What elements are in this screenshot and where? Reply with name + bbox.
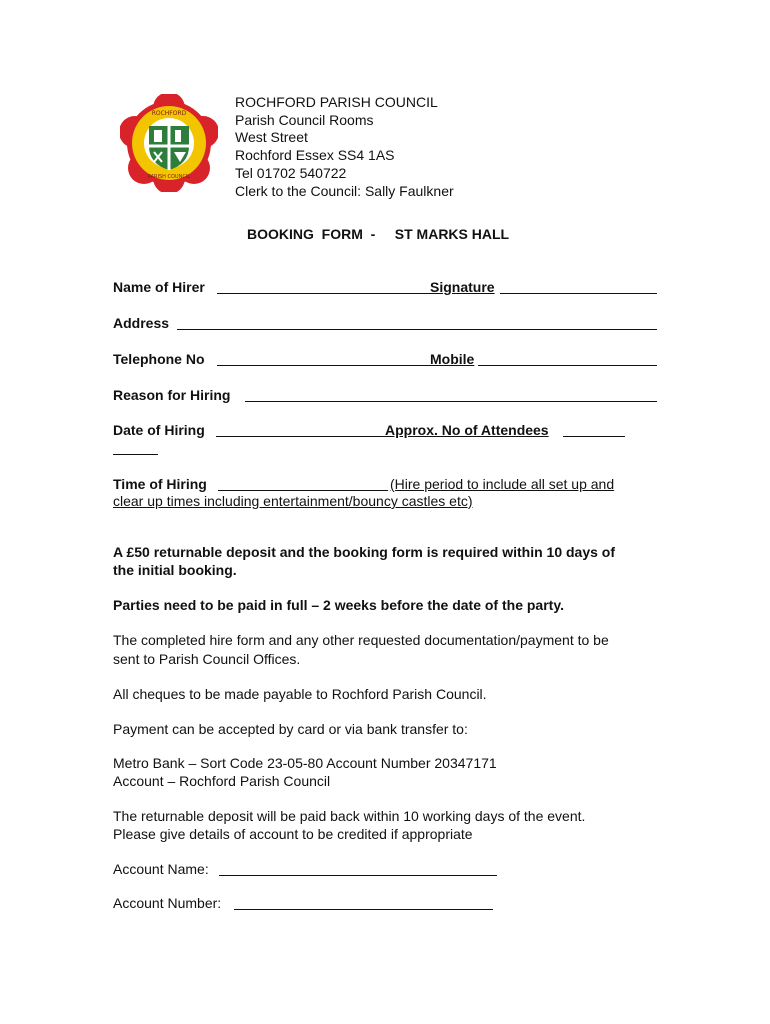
- name-of-hirer-label: Name of Hirer: [113, 279, 205, 295]
- account-name-field[interactable]: [219, 862, 497, 876]
- cheques-note: All cheques to be made payable to Rochford Parish Council.: [113, 686, 487, 702]
- return-note-line-1: The returnable deposit will be paid back within 10 working days of the event.: [113, 808, 586, 824]
- telephone: Tel 01702 540722: [235, 164, 347, 181]
- clerk: Clerk to the Council: Sally Faulkner: [235, 182, 454, 199]
- bank-details-line-1: Metro Bank – Sort Code 23-05-80 Account Number 20347171: [113, 755, 497, 771]
- completed-form-line-2: sent to Parish Council Offices.: [113, 651, 301, 667]
- attendees-field[interactable]: [563, 423, 625, 437]
- bank-details-line-2: Account – Rochford Parish Council: [113, 773, 331, 789]
- deposit-note-line-1: A £50 returnable deposit and the booking form is required within 10 days of: [113, 544, 616, 560]
- signature-label: Signature: [430, 279, 495, 295]
- reason-for-hiring-field[interactable]: [245, 388, 657, 402]
- completed-form-line-1: The completed hire form and any other requested documentation/payment to be: [113, 632, 609, 648]
- parties-note: Parties need to be paid in full – 2 weeks before the date of the party.: [113, 597, 564, 613]
- address-field[interactable]: [177, 316, 657, 330]
- date-of-hiring-field[interactable]: [216, 423, 385, 437]
- attendees-field-continued[interactable]: [113, 441, 158, 455]
- address-line-1: Parish Council Rooms: [235, 111, 374, 128]
- date-of-hiring-label: Date of Hiring: [113, 422, 205, 438]
- form-title: BOOKING FORM - ST MARKS HALL: [247, 226, 510, 242]
- name-of-hirer-field[interactable]: [217, 280, 430, 294]
- mobile-label: Mobile: [430, 351, 475, 367]
- return-note-line-2: Please give details of account to be credited if appropriate: [113, 826, 473, 842]
- address-line-3: Rochford Essex SS4 1AS: [235, 147, 395, 164]
- council-name: ROCHFORD PARISH COUNCIL: [235, 94, 438, 110]
- crest-text-bottom: PARISH COUNCIL: [147, 174, 191, 180]
- address-line-2: West Street: [235, 129, 308, 146]
- address-label: Address: [113, 315, 170, 331]
- time-of-hiring-label: Time of Hiring: [113, 476, 207, 492]
- council-address-block: [235, 94, 454, 200]
- mobile-field[interactable]: [478, 352, 657, 366]
- crest-icon: [120, 94, 218, 192]
- time-note-line-1: (Hire period to include all set up and: [390, 476, 615, 492]
- payment-note: Payment can be accepted by card or via bank transfer to:: [113, 721, 468, 737]
- telephone-label: Telephone No: [113, 351, 205, 367]
- deposit-note-line-2: the initial booking.: [113, 562, 237, 578]
- reason-for-hiring-label: Reason for Hiring: [113, 387, 231, 403]
- telephone-field[interactable]: [217, 352, 430, 366]
- account-number-field[interactable]: [234, 896, 493, 910]
- crest-text-top: ROCHFORD: [151, 110, 187, 117]
- time-of-hiring-field[interactable]: [218, 477, 388, 491]
- signature-field[interactable]: [500, 280, 657, 294]
- account-name-label: Account Name:: [113, 861, 209, 877]
- account-number-label: Account Number:: [113, 895, 222, 911]
- time-note-line-2: clear up times including entertainment/bouncy castles etc): [113, 493, 473, 509]
- attendees-label: Approx. No of Attendees: [385, 422, 549, 438]
- parish-council-crest: [120, 94, 218, 192]
